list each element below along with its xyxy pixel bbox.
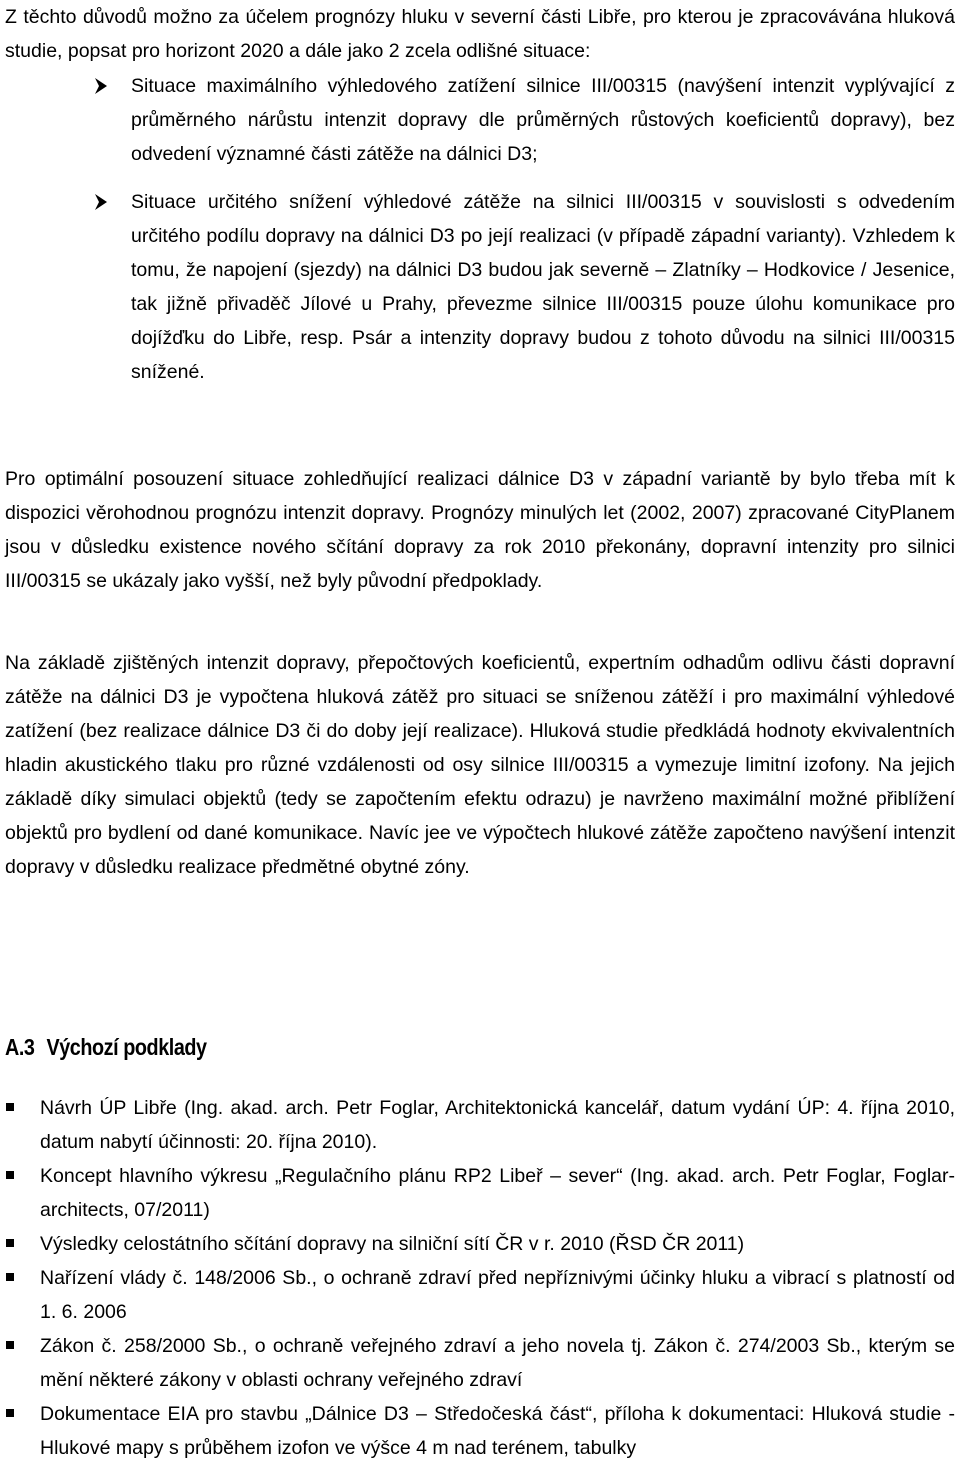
list-item bbox=[5, 1159, 955, 1227]
source-text: Výsledky celostátního sčítání dopravy na silniční sítí ČR v r. 2010 (ŘSD ČR 2011) bbox=[40, 1233, 745, 1255]
list-item bbox=[5, 1397, 955, 1465]
source-text: Nařízení vlády č. 148/2006 Sb., o ochraně zdraví před nepříznivými účinky hluku a vibrací s platností od 1. 6. 2006 bbox=[40, 1267, 955, 1323]
square-bullet-icon bbox=[6, 1409, 14, 1417]
optimal-assessment-paragraph: Pro optimální posouzení situace zohledňující realizaci dálnice D3 v západní variantě by bylo třeba mít k dispozici věrohodnou prognózu intenzit dopravy. Prognózy minulých let (2002, 2007) zpracované CityPlanem jsou v důsledku existence nového sčítání dopravy za rok 2010 překonány, dopravní intenzity pro silnici III/00315 se ukázaly jako vyšší, než byly původní předpoklady. bbox=[5, 468, 955, 592]
source-text: Zákon č. 258/2000 Sb., o ochraně veřejného zdraví a jeho novela tj. Zákon č. 274/2003 Sb., kterým se mění některé zákony v oblasti ochrany veřejného zdraví bbox=[40, 1335, 955, 1391]
arrow-bullet-icon bbox=[93, 185, 111, 219]
square-bullet-icon bbox=[6, 1239, 14, 1247]
situation-text: Situace určitého snížení výhledové zátěže na silnici III/00315 v souvislosti s odvedením určitého podílu dopravy na dálnici D3 po její realizaci (v případě západní varianty). Vzhledem k tomu, že napojení (sjezdy) na dálnici D3 budou jak severně – Zlatníky – Hodkovice / Jesenice, tak jižně přivaděč Jílové u Prahy, převezme silnice III/00315 pouze úlohu komunikace pro dojížďku do Libře, resp. Psár a intenzity dopravy budou z tohoto důvodu na silnici III/00315 snížené. bbox=[131, 191, 955, 383]
intro-paragraph: Z těchto důvodů možno za účelem prognózy hluku v severní části Libře, pro kterou je zpracovávána hluková studie, popsat pro horizont 2020 a dále jako 2 zcela odlišné situace: bbox=[5, 6, 955, 62]
list-item bbox=[93, 185, 955, 389]
list-item bbox=[5, 1261, 955, 1329]
list-item bbox=[5, 1227, 955, 1261]
list-item bbox=[5, 1091, 955, 1159]
source-text: Návrh ÚP Libře (Ing. akad. arch. Petr Foglar, Architektonická kancelář, datum vydání ÚP: 4. října 2010, datum nabytí účinnosti: 20. října 2010). bbox=[40, 1097, 955, 1153]
square-bullet-icon bbox=[6, 1103, 14, 1111]
source-text: Koncept hlavního výkresu „Regulačního plánu RP2 Libeř – sever“ (Ing. akad. arch. Petr Foglar, Foglar-architects, 07/2011) bbox=[40, 1165, 955, 1221]
section-number: A.3 bbox=[5, 1034, 35, 1060]
section-title: Výchozí podklady bbox=[46, 1034, 207, 1060]
list-item bbox=[93, 69, 955, 171]
situations-list bbox=[93, 69, 955, 403]
list-item bbox=[5, 1329, 955, 1397]
square-bullet-icon bbox=[6, 1273, 14, 1281]
situation-text: Situace maximálního výhledového zatížení silnice III/00315 (navýšení intenzit vyplývající z průměrného nárůstu intenzit dopravy dle průměrných růstových koeficientů dopravy), bez odvedení významné části zátěže na dálnici D3; bbox=[131, 75, 955, 165]
arrow-bullet-icon bbox=[93, 69, 111, 103]
calculation-basis-paragraph: Na základě zjištěných intenzit dopravy, přepočtových koeficientů, expertním odhadům odlivu části dopravní zátěže na dálnici D3 je vypočtena hluková zátěž pro situaci se sníženou zátěží i pro maximální výhledové zatížení (bez realizace dálnice D3 či do doby její realizace). Hluková studie předkládá hodnoty ekvivalentních hladin akustického tlaku pro různé vzdálenosti od osy silnice III/00315 a vymezuje limitní izofony. Na jejich základě díky simulaci objektů (tedy se započtením efektu odrazu) je navrženo maximální možné přiblížení objektů pro bydlení od dané komunikace. Navíc jee ve výpočtech hlukové zátěže započteno navýšení intenzit dopravy v důsledku realizace předmětné obytné zóny. bbox=[5, 652, 955, 878]
section-heading bbox=[5, 1030, 207, 1064]
source-text: Dokumentace EIA pro stavbu „Dálnice D3 – Středočeská část“, příloha k dokumentaci: Hluková studie - Hlukové mapy s průběhem izofon ve výšce 4 m nad terénem, tabulky bbox=[40, 1403, 955, 1459]
square-bullet-icon bbox=[6, 1341, 14, 1349]
sources-list bbox=[5, 1091, 955, 1465]
square-bullet-icon bbox=[6, 1171, 14, 1179]
